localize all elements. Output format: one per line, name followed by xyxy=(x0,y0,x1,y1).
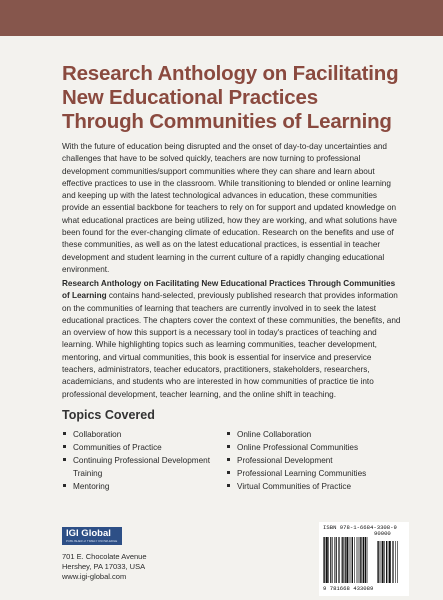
topic-item: Professional Development xyxy=(226,454,406,467)
publisher-address xyxy=(62,552,147,582)
barcode-bar xyxy=(360,537,361,583)
barcode-bar xyxy=(338,537,339,583)
publisher-logo xyxy=(62,527,122,545)
barcode-bar xyxy=(326,537,328,583)
barcode-addon-bar xyxy=(388,541,389,583)
barcode-addon-bar xyxy=(386,541,387,583)
summary-book-title: Research Anthology on Facilitating New Educational Practices Through Communities of Learning xyxy=(62,279,396,301)
topics-list-left xyxy=(62,428,212,493)
barcode-bar xyxy=(367,537,368,583)
barcode-bar xyxy=(324,537,325,583)
topic-item: Online Professional Communities xyxy=(226,441,406,454)
barcode-bar xyxy=(351,537,352,583)
barcode-bar xyxy=(334,537,335,583)
barcode-bar xyxy=(352,537,353,583)
barcode-addon-bar xyxy=(397,541,398,583)
topic-item: Communities of Practice xyxy=(62,441,212,454)
barcode-bar xyxy=(336,537,337,583)
topic-item: Online Collaboration xyxy=(226,428,406,441)
address-city: Hershey, PA 17033, USA xyxy=(62,562,146,571)
barcode-bar xyxy=(357,537,358,583)
isbn-number: ISBN 978-1-6684-3308-9 xyxy=(323,524,397,531)
barcode-bar xyxy=(365,537,366,583)
barcode-bar xyxy=(361,537,362,583)
topic-item: Virtual Communities of Practice xyxy=(226,480,406,493)
publisher-logo-tagline: PUBLISHER of TIMELY KNOWLEDGE xyxy=(66,539,118,543)
barcode-bar xyxy=(332,537,333,583)
isbn-barcode xyxy=(319,522,409,596)
publisher-website: www.igi-global.com xyxy=(62,572,127,581)
barcode-digits: 9 781668 433089 xyxy=(323,585,374,592)
topics-heading: Topics Covered xyxy=(62,408,155,422)
publisher-logo-name: IGI Global xyxy=(66,528,111,539)
barcode-addon-bar xyxy=(382,541,384,583)
summary-paragraph xyxy=(62,278,402,401)
barcode-addon-bar xyxy=(377,541,378,583)
book-title: Research Anthology on Facilitating New Educational Practices Through Communities of Learning xyxy=(62,62,399,133)
barcode-addon-bar xyxy=(393,541,394,583)
barcode-bar xyxy=(345,537,346,583)
summary-text: contains hand-selected, previously published research that provides information on the communities of learning that teachers are currently involved in to seek the latest educational practices. The chapters cover the context of these communities, the benefits, and an overview of how this support is a necessary tool in today's practices of teaching and learning. While highlighting topics such as learning communities, teacher development, mentoring, and virtual communities, this book is essential for inservice and preservice teachers, administrators, teacher educators, practitioners, stakeholders, researchers, academicians, and students who are interested in how communities of practice tie into professional development, teacher learning, and the online shift in teaching. xyxy=(62,291,401,399)
barcode-bar xyxy=(323,537,324,583)
barcode-bar xyxy=(330,537,331,583)
barcode-addon-number: 90000 xyxy=(374,530,391,537)
barcode-bar xyxy=(363,537,365,583)
barcode-addon-bar xyxy=(378,541,379,583)
barcode-bars xyxy=(323,537,405,584)
barcode-bar xyxy=(346,537,348,583)
barcode-addon-bar xyxy=(392,541,393,583)
barcode-addon-bar xyxy=(395,541,396,583)
barcode-bar xyxy=(349,537,350,583)
topics-list-right xyxy=(226,428,406,493)
topic-item: Continuing Professional Development Training xyxy=(62,454,212,480)
barcode-addon-bar xyxy=(389,541,391,583)
barcode-bar xyxy=(354,537,355,583)
barcode-bar xyxy=(339,537,340,583)
barcode-bar xyxy=(343,537,344,583)
address-street: 701 E. Chocolate Avenue xyxy=(62,552,147,561)
barcode-addon-bar xyxy=(381,541,382,583)
topic-item: Collaboration xyxy=(62,428,212,441)
topic-item: Professional Learning Communities xyxy=(226,467,406,480)
barcode-addon-bar xyxy=(384,541,385,583)
barcode-bar xyxy=(358,537,359,583)
barcode-bar xyxy=(328,537,329,583)
top-color-band xyxy=(0,0,443,36)
topic-item: Mentoring xyxy=(62,480,212,493)
barcode-bar xyxy=(342,537,343,583)
description-paragraph: With the future of education being disrupted and the onset of day-to-day uncertainties and challenges that have to be solved quickly, teachers are now turning to professional development communities/support communities where they can share and learn about effective practices to use in the classroom. While transitioning to blended or online learning and keeping up with the latest technological advances in education, these communities provide an essential backbone for teachers to rely on for support and updated knowledge on what educational practices are being utilized, how they are working, and what solutions have been found for the ever-changing climate of education. Research on the benefits and use of these communities, as well as on the latest educational practices, is essential in teacher development and student learning in the current culture of a rapidly changing educational environment. xyxy=(62,142,397,274)
